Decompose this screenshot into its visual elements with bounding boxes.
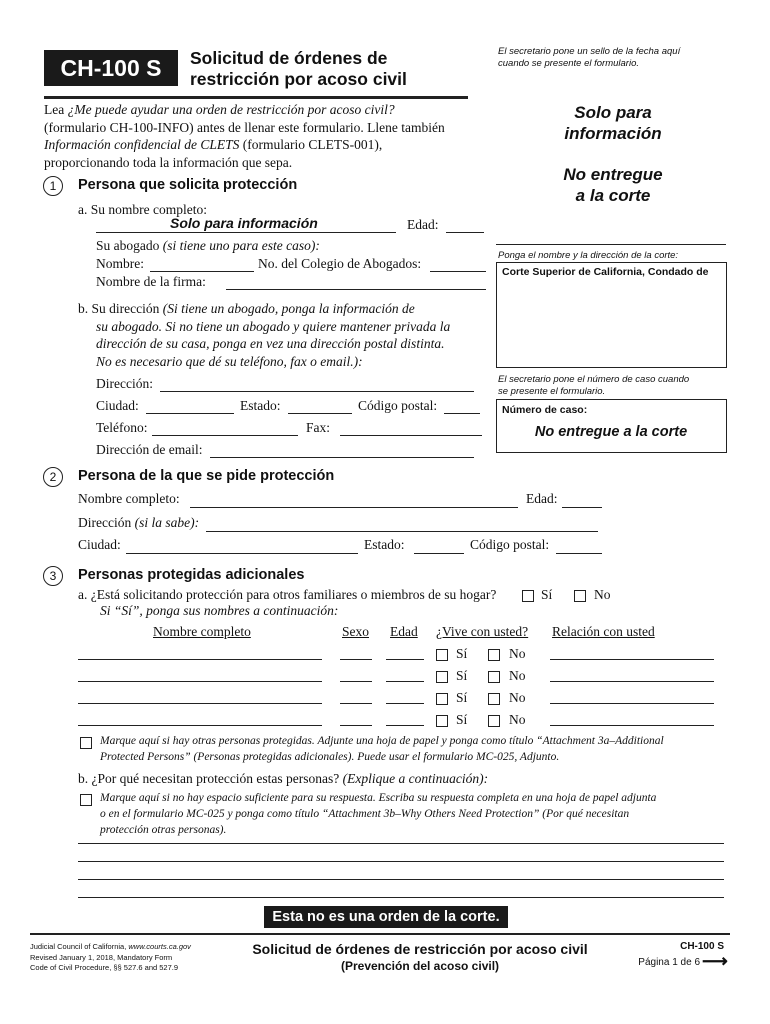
s1-bar-field[interactable]	[430, 271, 486, 272]
s1-phone-label: Teléfono:	[96, 420, 148, 435]
s2-address-text: Dirección	[78, 515, 135, 530]
s1-name-field[interactable]	[96, 232, 396, 233]
intro-line4: proporcionando toda la información que sepa.	[44, 154, 293, 170]
col-name-header: Nombre completo	[153, 624, 251, 639]
s1-address-instructions	[78, 300, 450, 370]
row2-relation-field[interactable]	[550, 681, 714, 682]
row4-age-field[interactable]	[386, 725, 424, 726]
row2-name-field[interactable]	[78, 681, 322, 682]
s3-a-instruction: Si “Sí”, ponga sus nombres a continuación:	[100, 603, 339, 618]
s3-b-answer-line2[interactable]	[78, 861, 724, 862]
footer-left-line3: Code of Civil Procedure, §§ 527.6 and 527.9	[30, 963, 179, 972]
row2-lives-yes-checkbox[interactable]	[436, 671, 448, 683]
row4-lives-no-label: No	[509, 712, 526, 727]
section2-title: Persona de la que se pide protección	[78, 468, 335, 484]
row1-name-field[interactable]	[78, 659, 322, 660]
s1-lawyer-italic: (si tiene uno para este caso):	[162, 238, 320, 253]
footer-council: Judicial Council of California,	[30, 942, 129, 951]
s1-state-field[interactable]	[288, 413, 352, 414]
s1-b-italic4: No es necesario que dé su teléfono, fax o email.):	[96, 353, 363, 369]
s1-age-field[interactable]	[446, 232, 484, 233]
s3-b-question	[78, 771, 488, 787]
footer-left	[30, 942, 191, 974]
s1-address-field[interactable]	[160, 391, 474, 392]
s1-name-value: Solo para información	[170, 215, 318, 231]
s2-zip-label: Código postal:	[470, 537, 550, 552]
s1-address-label: Dirección:	[96, 376, 153, 391]
footer-page: Página 1 de 6	[638, 957, 700, 968]
s2-address-italic: (si la sabe):	[134, 515, 200, 530]
row3-lives-no-label: No	[509, 690, 526, 705]
s2-age-field[interactable]	[562, 507, 602, 508]
info-only-stamp	[496, 102, 730, 144]
intro-clets-title: Información confidencial de CLETS	[44, 137, 240, 152]
s3-b-italic: (Explique a continuación):	[342, 771, 489, 786]
s2-age-label: Edad:	[526, 491, 558, 506]
row3-relation-field[interactable]	[550, 703, 714, 704]
col-relation-header: Relación con usted	[552, 624, 655, 639]
attach-b-line2: o en el formulario MC-025 y ponga como título “Attachment 3b–Why Others Need Protection” (Por qué necesitan	[100, 808, 630, 820]
s3-b-answer-line4[interactable]	[78, 897, 724, 898]
case-note-line2: se presente el formulario.	[498, 386, 606, 397]
s1-email-label: Dirección de email:	[96, 442, 203, 457]
s1-b-italic1: (Si tiene un abogado, ponga la información de	[162, 301, 415, 316]
row1-lives-yes-label: Sí	[456, 646, 468, 661]
not-court-order-banner: Esta no es una orden de la corte.	[264, 906, 508, 928]
row2-lives-no-checkbox[interactable]	[488, 671, 500, 683]
footer-left-line1	[30, 942, 191, 953]
col-sex-header: Sexo	[342, 624, 369, 639]
s2-state-field[interactable]	[414, 553, 464, 554]
s1-lawyer-name-label: Nombre:	[96, 256, 144, 271]
s3-b-text: b. ¿Por qué necesitan protección estas personas?	[78, 771, 343, 786]
row3-lives-yes-checkbox[interactable]	[436, 693, 448, 705]
s1-b-label: b. Su dirección	[78, 301, 163, 316]
row1-lives-no-label: No	[509, 646, 526, 661]
row4-relation-field[interactable]	[550, 725, 714, 726]
s1-b-italic2: su abogado. Si no tiene un abogado y quiere mantener privada la	[96, 318, 451, 334]
footer-center	[230, 940, 610, 974]
case-note-line1: El secretario pone el número de caso cuando	[498, 374, 690, 385]
s3-a-no-label: No	[594, 587, 611, 602]
row1-lives-yes-checkbox[interactable]	[436, 649, 448, 661]
intro-clets-form: (formulario CLETS-001),	[239, 137, 383, 152]
footer-subtitle: (Prevención del acoso civil)	[340, 959, 500, 973]
s1-b-line1	[78, 300, 450, 318]
s1-zip-field[interactable]	[444, 413, 480, 414]
intro-line3	[44, 136, 484, 154]
footer-form-code: CH-100 S	[680, 941, 724, 952]
s1-zip-label: Código postal:	[358, 398, 438, 413]
footer-left-line2: Revised January 1, 2018, Mandatory Form	[30, 952, 173, 962]
s3-attach-a-checkbox[interactable]	[80, 737, 92, 749]
row1-relation-field[interactable]	[550, 659, 714, 660]
s1-lawyer-text: Su abogado	[96, 238, 163, 253]
s3-attach-b-checkbox[interactable]	[80, 794, 92, 806]
s3-a-no-checkbox[interactable]	[574, 590, 586, 602]
s1-name-label: a. Su nombre completo:	[78, 202, 207, 217]
s3-attach-a-text	[100, 733, 664, 765]
section3-title: Personas protegidas adicionales	[78, 567, 305, 583]
section3-number: 3	[43, 566, 63, 586]
clerk-stamp-line2: cuando se presente el formulario.	[498, 58, 639, 69]
row1-age-field[interactable]	[386, 659, 424, 660]
s1-city-label: Ciudad:	[96, 398, 139, 413]
row3-lives-yes-label: Sí	[456, 690, 468, 705]
s1-b-italic3: dirección de su casa, ponga en vez una dirección postal distinta.	[96, 336, 445, 351]
attach-a-line2: Protected Persons” (Personas protegidas adicionales). Puede usar el formulario MC-025, Adjunto.	[100, 751, 560, 763]
section1-number: 1	[43, 176, 63, 196]
header-rule	[44, 96, 468, 99]
s2-address-field[interactable]	[206, 531, 598, 532]
col-lives-header: ¿Vive con usted?	[436, 624, 529, 639]
s1-age-label: Edad:	[407, 217, 439, 232]
s2-zip-field[interactable]	[556, 553, 602, 554]
intro-paragraph	[44, 101, 484, 171]
s1-city-field[interactable]	[146, 413, 234, 414]
intro-read: Lea	[44, 102, 68, 117]
info-only-line2: información	[564, 124, 662, 143]
court-label: Ponga el nombre y la dirección de la corte:	[498, 250, 679, 261]
section2-number: 2	[43, 467, 63, 487]
intro-info-title: ¿Me puede ayudar una orden de restricción por acoso civil?	[67, 102, 395, 117]
s3-a-yes-label: Sí	[541, 587, 553, 602]
row3-sex-field[interactable]	[340, 703, 372, 704]
s2-address-label	[78, 515, 199, 531]
footer-website-link[interactable]: www.courts.ca.gov	[128, 942, 191, 951]
s1-phone-field[interactable]	[152, 435, 298, 436]
clerk-stamp-area	[496, 72, 726, 245]
form-title-line2: restricción por acoso civil	[190, 69, 407, 89]
row4-lives-no-checkbox[interactable]	[488, 715, 500, 727]
row4-sex-field[interactable]	[340, 725, 372, 726]
s1-fax-field[interactable]	[340, 435, 482, 436]
s3-a-yes-checkbox[interactable]	[522, 590, 534, 602]
s1-email-field[interactable]	[210, 457, 474, 458]
next-page-arrow-icon[interactable]: ⟶	[702, 951, 728, 971]
s1-state-label: Estado:	[240, 398, 281, 413]
intro-line2: (formulario CH-100-INFO) antes de llenar este formulario. Llene también	[44, 119, 445, 135]
attach-a-line1: Marque aquí si hay otras personas protegidas. Adjunte una hoja de papel y ponga como título “Attachment 3a–Additional	[100, 735, 664, 747]
intro-line1	[44, 101, 484, 119]
row2-lives-yes-label: Sí	[456, 668, 468, 683]
s1-firm-label: Nombre de la firma:	[96, 274, 206, 289]
form-title	[190, 48, 407, 90]
no-file-line1: No entregue	[563, 165, 663, 184]
case-number-value: No entregue a la corte	[534, 424, 688, 440]
s3-attach-b-text	[100, 790, 656, 838]
s1-firm-field[interactable]	[226, 289, 486, 290]
no-file-stamp	[496, 164, 730, 206]
s1-bar-label: No. del Colegio de Abogados:	[258, 256, 422, 271]
s1-lawyer-label	[96, 238, 320, 254]
row2-lives-no-label: No	[509, 668, 526, 683]
s2-name-field[interactable]	[190, 507, 518, 508]
s1-fax-label: Fax:	[306, 420, 331, 435]
form-code-box: CH-100 S	[44, 50, 178, 86]
s3-b-answer-line1[interactable]	[78, 843, 724, 844]
row3-name-field[interactable]	[78, 703, 322, 704]
s2-city-label: Ciudad:	[78, 537, 121, 552]
s2-city-field[interactable]	[126, 553, 358, 554]
col-age-header: Edad	[390, 624, 418, 639]
row4-lives-yes-label: Sí	[456, 712, 468, 727]
no-file-line2: a la corte	[575, 186, 651, 205]
case-number-note	[498, 374, 689, 398]
row1-sex-field[interactable]	[340, 659, 372, 660]
attach-b-line1: Marque aquí si no hay espacio suficiente para su respuesta. Escriba su respuesta completa en una hoja de papel adjunta	[100, 792, 657, 804]
row3-lives-no-checkbox[interactable]	[488, 693, 500, 705]
row2-age-field[interactable]	[386, 681, 424, 682]
s3-a-question: a. ¿Está solicitando protección para otros familiares o miembros de su hogar?	[78, 587, 497, 602]
footer-rule	[30, 933, 730, 935]
footer-title: Solicitud de órdenes de restricción por acoso civil	[252, 941, 588, 957]
s2-name-label: Nombre completo:	[78, 491, 180, 506]
s2-state-label: Estado:	[364, 537, 405, 552]
row4-name-field[interactable]	[78, 725, 322, 726]
row4-lives-yes-checkbox[interactable]	[436, 715, 448, 727]
section1-title: Persona que solicita protección	[78, 177, 298, 193]
clerk-stamp-note	[498, 46, 680, 70]
case-number-label: Número de caso:	[502, 404, 588, 416]
s1-lawyer-name-field[interactable]	[150, 271, 254, 272]
row1-lives-no-checkbox[interactable]	[488, 649, 500, 661]
s3-b-answer-line3[interactable]	[78, 879, 724, 880]
court-value: Corte Superior de California, Condado de	[502, 266, 709, 278]
clerk-stamp-line1: El secretario pone un sello de la fecha aquí	[498, 46, 681, 57]
attach-b-line3: protección otras personas).	[100, 824, 227, 836]
row2-sex-field[interactable]	[340, 681, 372, 682]
row3-age-field[interactable]	[386, 703, 424, 704]
form-title-line1: Solicitud de órdenes de	[190, 48, 388, 68]
info-only-line1: Solo para	[574, 103, 652, 122]
